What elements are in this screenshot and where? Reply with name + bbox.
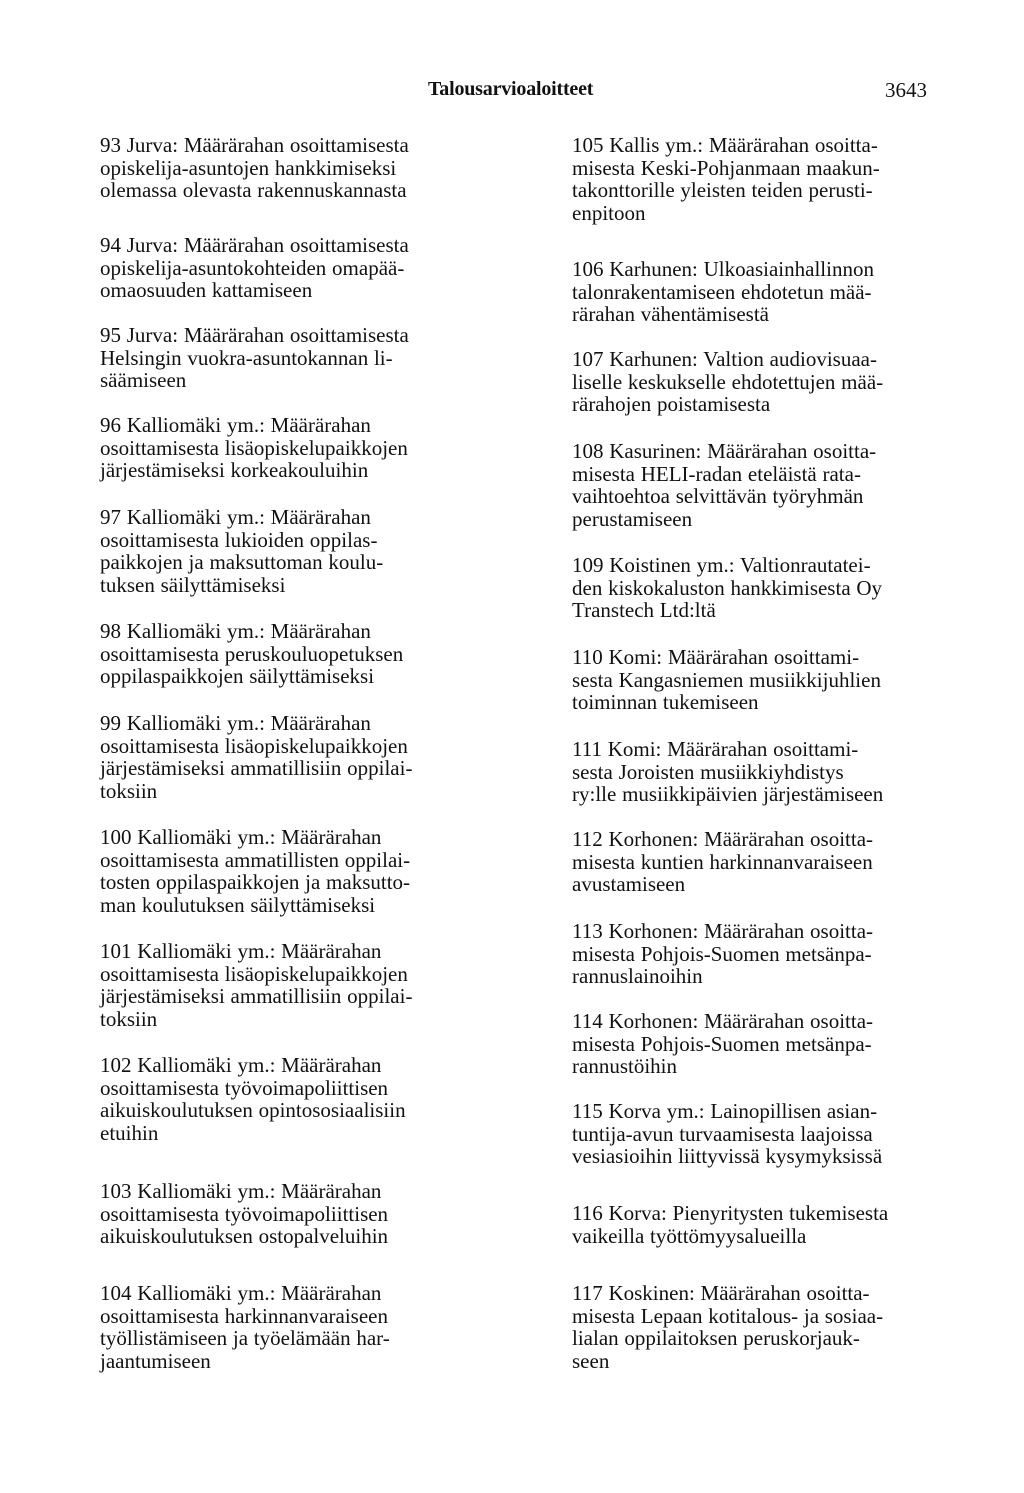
entry-115: 115 Korva ym.: Lainopillisen asian- tuntija-avun turvaamisesta laajoissa vesiasioihin liittyvissä kysymyksissä (572, 1099, 883, 1169)
entry-96: 96 Kalliomäki ym.: Määrärahan osoittamisesta lisäopiskelupaikkojen järjestämiseksi korkeakouluihin (100, 413, 408, 483)
entry-99: 99 Kalliomäki ym.: Määrärahan osoittamisesta lisäopiskelupaikkojen järjestämiseksi ammatillisiin oppilai- toksiin (100, 711, 413, 803)
entry-117: 117 Koskinen: Määrärahan osoitta- misesta Lepaan kotitalous- ja sosiaa- lialan oppilaitoksen peruskorjauk- seen (572, 1281, 884, 1373)
entry-101: 101 Kalliomäki ym.: Määrärahan osoittamisesta lisäopiskelupaikkojen järjestämiseksi ammatillisiin oppilai- toksiin (100, 939, 413, 1031)
entry-103: 103 Kalliomäki ym.: Määrärahan osoittamisesta työvoimapoliittisen aikuiskoulutuksen ostopalveluihin (100, 1179, 389, 1249)
entry-108: 108 Kasurinen: Määrärahan osoitta- misesta HELI-radan eteläistä rata- vaihtoehtoa selvittävän työryhmän perustamiseen (572, 439, 877, 531)
entry-106: 106 Karhunen: Ulkoasiainhallinnon talonrakentamiseen ehdotetun mää- rärahan vähentämisestä (572, 257, 874, 327)
entry-104: 104 Kalliomäki ym.: Määrärahan osoittamisesta harkinnanvaraiseen työllistämiseen ja työelämään har- jaantumiseen (100, 1281, 390, 1373)
entry-109: 109 Koistinen ym.: Valtionrautatei- den kiskokaluston hankkimisesta Oy Transtech Ltd:ltä (572, 553, 883, 623)
page-header (0, 78, 1024, 108)
running-title: Talousarvioaloitteet (428, 78, 594, 100)
entry-95: 95 Jurva: Määrärahan osoittamisesta Helsingin vuokra-asuntokannan li- säämiseen (100, 323, 409, 393)
entry-102: 102 Kalliomäki ym.: Määrärahan osoittamisesta työvoimapoliittisen aikuiskoulutuksen opintososiaalisiin etuihin (100, 1053, 406, 1145)
entry-107: 107 Karhunen: Valtion audiovisuaa- liselle keskukselle ehdotettujen mää- rärahojen poistamisesta (572, 347, 884, 417)
entry-114: 114 Korhonen: Määrärahan osoitta- misesta Pohjois-Suomen metsänpa- rannustöihin (572, 1009, 874, 1079)
entry-98: 98 Kalliomäki ym.: Määrärahan osoittamisesta peruskouluopetuksen oppilaspaikkojen säilyttämiseksi (100, 619, 404, 689)
entry-97: 97 Kalliomäki ym.: Määrärahan osoittamisesta lukioiden oppilas- paikkojen ja maksuttoman koulu- tuksen säilyttämiseksi (100, 505, 384, 597)
entry-110: 110 Komi: Määrärahan osoittami- sesta Kangasniemen musiikkijuhlien toiminnan tukemiseen (572, 645, 881, 715)
entry-94: 94 Jurva: Määrärahan osoittamisesta opiskelija-asuntokohteiden omapää- omaosuuden kattamiseen (100, 233, 409, 303)
entry-105: 105 Kallis ym.: Määrärahan osoitta- misesta Keski-Pohjanmaan maakun- takonttorille yleisten teiden perusti- enpitoon (572, 133, 880, 225)
entry-100: 100 Kalliomäki ym.: Määrärahan osoittamisesta ammatillisten oppilai- tosten oppilaspaikkojen ja maksutto- man koulutuksen säilyttämiseksi (100, 825, 411, 917)
entry-112: 112 Korhonen: Määrärahan osoitta- misesta kuntien harkinnanvaraiseen avustamiseen (572, 827, 874, 897)
entry-113: 113 Korhonen: Määrärahan osoitta- misesta Pohjois-Suomen metsänpa- rannuslainoihin (572, 919, 874, 989)
page-number: 3643 (885, 78, 927, 102)
entry-116: 116 Korva: Pienyritysten tukemisesta vaikeilla työttömyysalueilla (572, 1201, 889, 1248)
entry-93: 93 Jurva: Määrärahan osoittamisesta opiskelija-asuntojen hankkimiseksi olemassa olevasta rakennuskannasta (100, 133, 409, 203)
entry-111: 111 Komi: Määrärahan osoittami- sesta Joroisten musiikkiyhdistys ry:lle musiikkipäivien järjestämiseen (572, 737, 884, 807)
